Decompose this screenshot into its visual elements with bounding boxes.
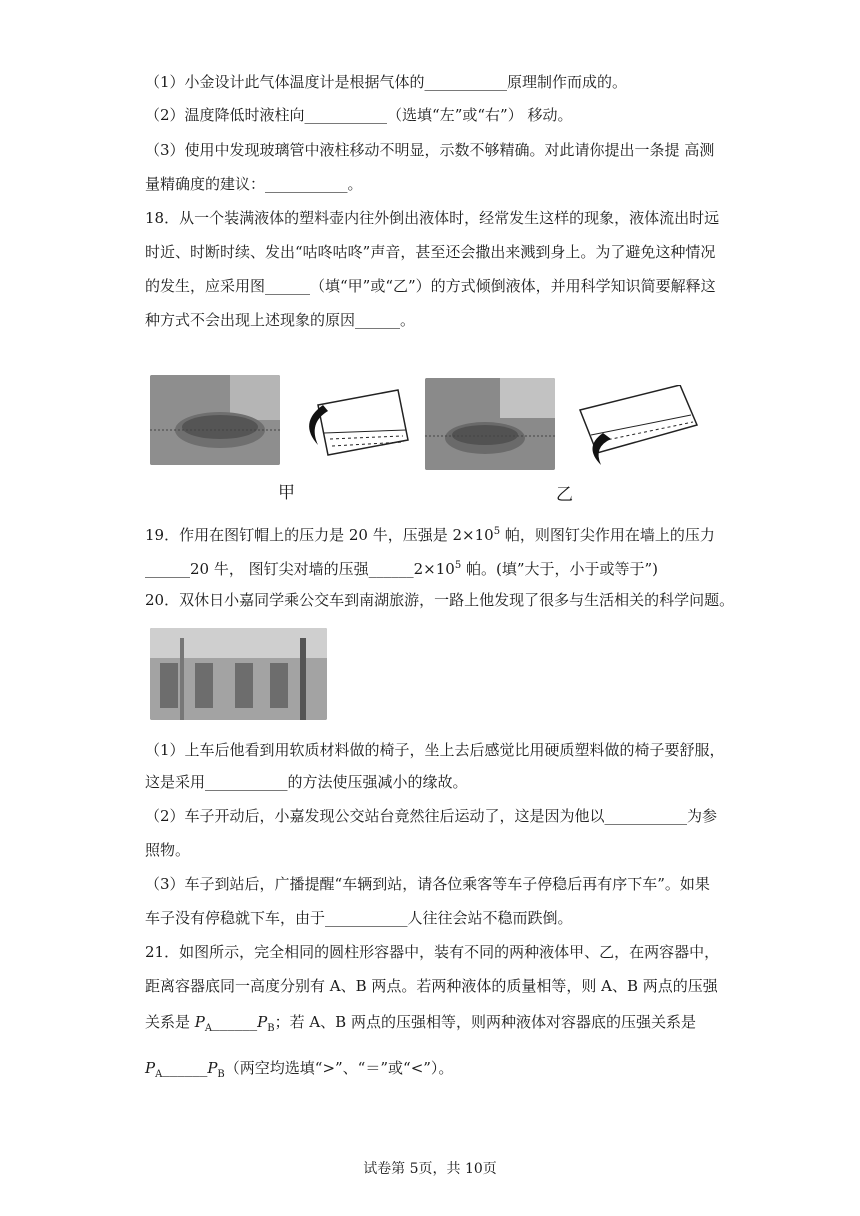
pressure-symbol-a: P xyxy=(194,1013,205,1031)
figure-label-jia: 甲 xyxy=(278,483,295,503)
q18-line2: 时近、时断时续、发出“咕咚咕咚”声音，甚至还会撒出来溅到身上。为了避免这种情况 xyxy=(145,243,716,261)
q20-part3-line2: 车子没有停稳就下车，由于___________人往往会站不稳而跌倒。 xyxy=(145,909,573,927)
pressure-subscript-b: B xyxy=(267,1023,275,1034)
q21-line2: 距离容器底同一高度分别有 A、B 两点。若两种液体的质量相等，则 A、B 两点的压强 xyxy=(145,977,718,995)
answer-blank-2: ______ xyxy=(162,1059,208,1077)
pressure-subscript-b-2: B xyxy=(217,1069,225,1080)
basin-pour-image-a xyxy=(150,375,280,465)
q17-part3-line2: 量精确度的建议：___________。 xyxy=(145,175,363,193)
q17-part3-line1: （3）使用中发现玻璃管中液柱移动不明显，示数不够精确。对此请你提出一条提 高测 xyxy=(145,141,715,159)
pressure-subscript-a-2: A xyxy=(155,1069,163,1080)
bus-seats-image xyxy=(150,628,327,720)
answer-blank-1: ______ xyxy=(212,1013,258,1031)
q19-line2 xyxy=(145,556,658,579)
tilted-container-diagram-jia xyxy=(288,385,413,465)
pressure-symbol-b-2: P xyxy=(207,1059,218,1077)
bus-interior-photo xyxy=(150,628,327,720)
q19-exponent-1: 5 xyxy=(493,526,501,537)
pouring-photo-jia xyxy=(150,375,280,465)
tilted-container-diagram-yi xyxy=(575,385,705,470)
pouring-photo-yi xyxy=(425,378,555,470)
basin-pour-image-b xyxy=(425,378,555,470)
q20-part3-line1: （3）车子到站后，广播提醒“车辆到站，请各位乘客等车子停稳后再有序下车”。如果 xyxy=(145,875,710,893)
q20-line1: 20．双休日小嘉同学乘公交车到南湖旅游，一路上他发现了很多与生活相关的科学问题。 xyxy=(145,591,735,609)
q20-part1-line2: 这是采用___________的方法使压强减小的缘故。 xyxy=(145,773,468,791)
q18-line3: 的发生，应采用图______（填“甲”或“乙”）的方式倾倒液体，并用科学知识简要解释这 xyxy=(145,277,716,295)
q21-line3-lead: 关系是 xyxy=(145,1013,195,1031)
q17-part1: （1）小金设计此气体温度计是根据气体的___________原理制作而成的。 xyxy=(145,73,628,91)
q19-exponent-2: 5 xyxy=(454,560,462,571)
q19-line1 xyxy=(145,522,715,545)
q19-line1-text-b: 帕，则图钉尖作用在墙上的压力 xyxy=(500,526,715,544)
q17-part2: （2）温度降低时液柱向___________（选填“左”或“右”） 移动。 xyxy=(145,106,573,124)
q19-line2-text-b: 帕。(填”大于，小于或等于”) xyxy=(461,560,659,578)
q20-part2-line1: （2）车子开动后，小嘉发现公交站台竟然往后运动了，这是因为他以___________为参 xyxy=(145,807,718,825)
pressure-subscript-a: A xyxy=(204,1023,213,1034)
page-footer: 试卷第 5页，共 10页 xyxy=(363,1161,497,1177)
q18-line4: 种方式不会出现上述现象的原因______。 xyxy=(145,311,416,329)
q21-line4 xyxy=(145,1058,453,1085)
q18-line1: 18．从一个装满液体的塑料壶内往外倒出液体时，经常发生这样的现象，液体流出时远 xyxy=(145,209,720,227)
pressure-symbol-b: P xyxy=(257,1013,268,1031)
q20-part1-line1: （1）上车后他看到用软质材料做的椅子，坐上去后感觉比用硬质塑料做的椅子要舒服， xyxy=(145,741,725,759)
q21-line1: 21．如图所示，完全相同的圆柱形容器中，装有不同的两种液体甲、乙，在两容器中， xyxy=(145,943,720,961)
figure-label-yi: 乙 xyxy=(556,485,573,505)
q21-line3-tail: ；若 A、B 两点的压强相等，则两种液体对容器底的压强关系是 xyxy=(274,1013,696,1031)
q20-part2-line2: 照物。 xyxy=(145,841,191,859)
q21-line4-tail: （两空均选填“>”、“＝”或“<”）。 xyxy=(224,1059,454,1077)
q19-line1-text-a: 19．作用在图钉帽上的压力是 20 牛，压强是 2×10 xyxy=(145,526,494,544)
q21-line3 xyxy=(145,1012,696,1039)
q19-line2-text-a: ______20 牛， 图钉尖对墙的压强______2×10 xyxy=(145,560,455,578)
pressure-symbol-a-2: P xyxy=(145,1059,156,1077)
